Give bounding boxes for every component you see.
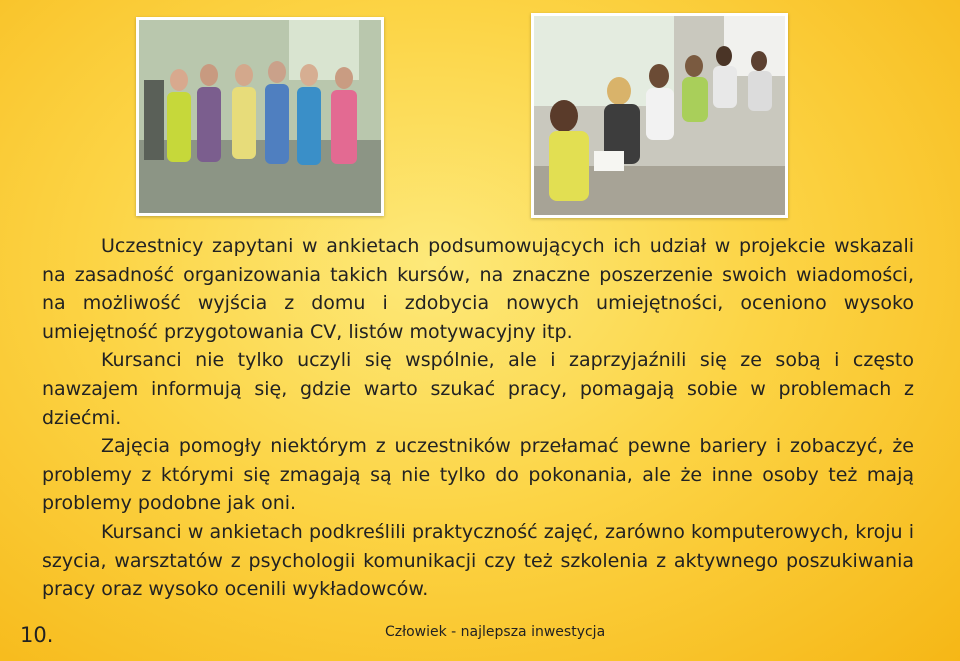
footer-title: Człowiek - najlepsza inwestycja (385, 624, 606, 640)
paragraph-survey-results: Uczestnicy zapytani w ankietach podsumowujących ich udział w projekcie wskazali na zasadność organizowania takich kursów, na znaczne poszerzenie swoich wiadomości, na możliwość wyjścia z domu i zdobycia nowych umiejętności, oceniono wysoko umiejętność przygotowania CV, listów motywacyjny itp. (42, 235, 914, 343)
paragraph-friendships: Kursanci nie tylko uczyli się wspólnie, ale i zaprzyjaźnili się ze sobą i często nawzajem informują się, gdzie warto szukać pracy, pomagają sobie w problemach z dziećmi. (42, 349, 914, 429)
classroom-photo-image (534, 16, 785, 215)
classroom-photo (531, 13, 788, 218)
body-text (42, 232, 914, 604)
page-number: 10. (20, 623, 54, 647)
paragraph-practicality: Kursanci w ankietach podkreślili praktyczność zajęć, zarówno komputerowych, kroju i szycia, warsztatów z psychologii komunikacji czy też szkolenia z aktywnego poszukiwania pracy oraz wysoko ocenili wykładowców. (42, 520, 914, 601)
group-photo-image (139, 20, 381, 213)
paragraph-barriers: Zajęcia pomogły niektórym z uczestników przełamać pewne bariery i zobaczyć, że problemy z którymi się zmagają są nie tylko do pokonania, ale że inne osoby też mają problemy podobne jak oni. (42, 435, 914, 515)
group-photo (136, 17, 384, 216)
